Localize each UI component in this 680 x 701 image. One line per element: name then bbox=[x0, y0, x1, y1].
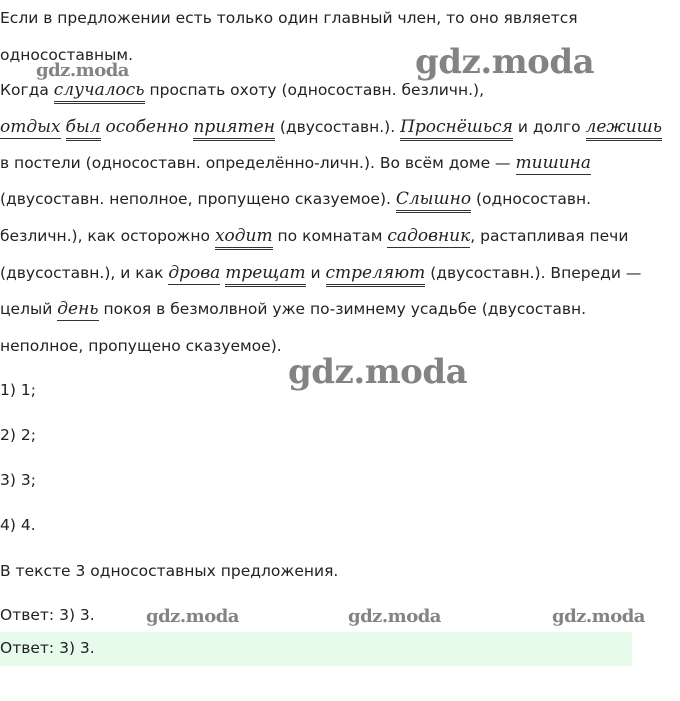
text-line-4 bbox=[0, 117, 662, 137]
predicate-word: ходит bbox=[215, 226, 273, 250]
predicate-word: приятен bbox=[193, 117, 274, 141]
answer-highlighted-text: Ответ: 3) 3. bbox=[0, 639, 95, 657]
subject-word: тишина bbox=[515, 153, 591, 173]
subject-word: дрова bbox=[168, 263, 221, 283]
option-3: 3) 3; bbox=[0, 471, 36, 489]
answer-highlight-box bbox=[0, 632, 632, 666]
text-segment: неполное, пропущено сказуемое). bbox=[0, 337, 282, 355]
text-line-8 bbox=[0, 263, 641, 283]
text-segment: покоя в безмолвной уже по-зимнему усадьбе (двусоставн. bbox=[98, 300, 587, 318]
handwritten-word: особенно bbox=[105, 117, 189, 137]
text-segment: (односоставн. bbox=[471, 190, 592, 208]
predicate-word: стреляют bbox=[326, 263, 426, 287]
subject-word: день bbox=[57, 299, 99, 319]
text-segment: , растапливая печи bbox=[470, 227, 629, 245]
text-segment: (двусоставн.). bbox=[274, 118, 401, 136]
text-line-1 bbox=[0, 8, 578, 28]
watermark-logo: gdz.moda bbox=[552, 606, 645, 627]
predicate-word: Проснёшься bbox=[400, 117, 513, 141]
text-line-6 bbox=[0, 189, 591, 209]
text-segment: Если в предложении есть только один главный член, то оно является bbox=[0, 9, 578, 27]
subject-word: садовник bbox=[387, 226, 471, 246]
answer-text: Ответ: 3) 3. bbox=[0, 606, 95, 624]
watermark-logo: gdz.moda bbox=[415, 42, 595, 82]
text-segment: Когда bbox=[0, 81, 54, 99]
text-segment: (двусоставн.). Впереди — bbox=[425, 264, 642, 282]
predicate-word: трещат bbox=[225, 263, 305, 287]
text-segment: в постели (односоставн. определённо-личн.). Во всём доме — bbox=[0, 154, 516, 172]
text-line-5 bbox=[0, 153, 591, 173]
predicate-word: лежишь bbox=[586, 117, 663, 141]
watermark-logo: gdz.moda bbox=[288, 352, 468, 392]
text-segment: односоставным. bbox=[0, 46, 133, 64]
option-4: 4) 4. bbox=[0, 516, 36, 534]
watermark-logo: gdz.moda bbox=[348, 606, 441, 627]
text-segment: и долго bbox=[512, 118, 586, 136]
text-line-10 bbox=[0, 336, 282, 356]
text-segment: по комнатам bbox=[272, 227, 388, 245]
text-segment: целый bbox=[0, 300, 58, 318]
option-1: 1) 1; bbox=[0, 381, 36, 399]
predicate-word: Слышно bbox=[396, 189, 471, 213]
subject-word: отдых bbox=[0, 117, 61, 137]
text-line-7 bbox=[0, 226, 628, 246]
option-2: 2) 2; bbox=[0, 426, 36, 444]
watermark-logo: gdz.moda bbox=[36, 60, 129, 81]
predicate-word: был bbox=[66, 117, 101, 141]
text-segment: проспать охоту (односоставн. безличн.), bbox=[144, 81, 484, 99]
text-segment: (двусоставн.), и как bbox=[0, 264, 169, 282]
text-line-9 bbox=[0, 299, 586, 319]
text-segment: и bbox=[305, 264, 326, 282]
text-line-3 bbox=[0, 80, 484, 100]
text-segment: (двусоставн. неполное, пропущено сказуемое). bbox=[0, 190, 396, 208]
predicate-word: случалось bbox=[54, 80, 145, 104]
text-segment: безличн.), как осторожно bbox=[0, 227, 215, 245]
watermark-logo: gdz.moda bbox=[146, 606, 239, 627]
conclusion-text: В тексте 3 односоставных предложения. bbox=[0, 562, 339, 580]
